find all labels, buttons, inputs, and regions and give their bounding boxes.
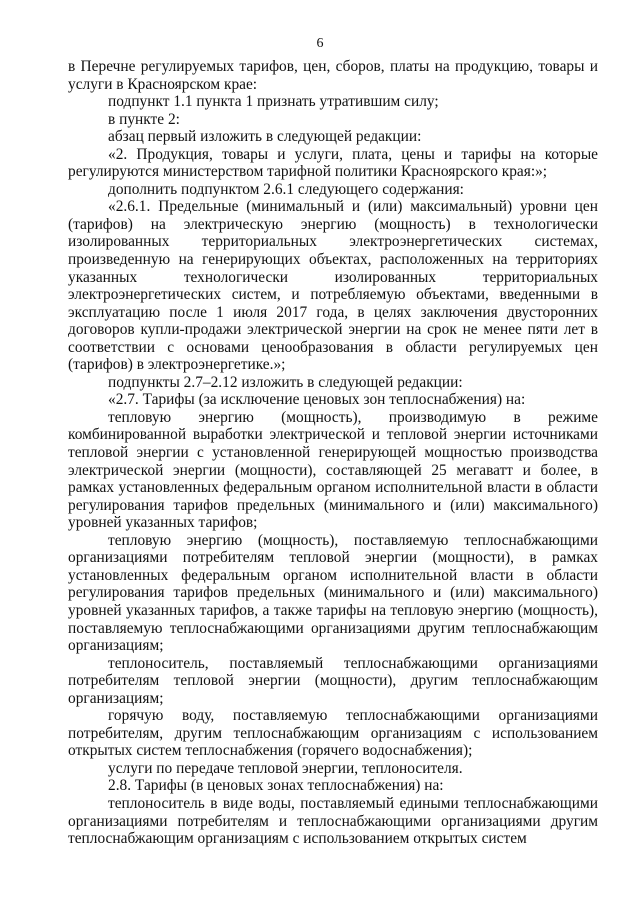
paragraph: «2.7. Тарифы (за исключение ценовых зон теплоснабжения) на:	[108, 391, 526, 409]
paragraph: тепловую энергию (мощность), поставляемую теплоснабжающими организациями потребителям тепловой энергии (мощности), в рамках установленных федеральным органом исполнительной власти в области регулирования тарифов предельных (минимального и (или) максимального) уровней указанных тарифов, а также тарифы на тепловую энергию (мощность), поставляемую теплоснабжающими организациями другим теплоснабжающим организациям;	[68, 531, 598, 655]
paragraph: «2. Продукция, товары и услуги, плата, цены и тарифы на которые регулируются министерством тарифной политики Красноярского края:»;	[68, 145, 598, 181]
paragraph: «2.6.1. Предельные (минимальный и (или) максимальный) уровни цен (тарифов) на электрическую энергию (мощность) в технологически изолированных территориальных электроэнергетических системах, произведенную на генерирующих объектах, расположенных на территориях указанных технологически изолированных территориальных электроэнергетических систем, и потребляемую объектами, введенными в эксплуатацию после 1 июля 2017 года, в целях заключения двусторонних договоров купли-продажи электрической энергии на срок не менее пяти лет в соответствии с основами ценообразования в области регулируемых цен (тарифов) в электроэнергетике.»;	[68, 198, 598, 374]
paragraph: в пункте 2:	[108, 110, 180, 128]
paragraph: горячую воду, поставляемую теплоснабжающими организациями потребителям, другим теплоснабжающим организациям с использованием открытых систем теплоснабжения (горячего водоснабжения);	[68, 707, 598, 760]
document-body	[68, 58, 598, 848]
paragraph: подпункты 2.7–2.12 изложить в следующей редакции:	[108, 373, 463, 391]
paragraph: теплоноситель, поставляемый теплоснабжающими организациями потребителям тепловой энергии (мощности), другим теплоснабжающим организациям;	[68, 654, 598, 707]
paragraph: тепловую энергию (мощность), производимую в режиме комбинированной выработки электрической и тепловой энергии источниками тепловой энергии с установленной генерирующей мощностью производства электрической энергии (мощности), составляющей 25 мегаватт и более, в рамках установленных федеральным органом исполнительной власти в области регулирования тарифов предельных (минимального и (или) максимального) уровней указанных тарифов;	[68, 408, 598, 532]
paragraph: в Перечне регулируемых тарифов, цен, сборов, платы на продукцию, товары и услуги в Красноярском крае:	[68, 58, 598, 93]
paragraph: теплоноситель в виде воды, поставляемый едиными теплоснабжающими организациями потребителям и теплоснабжающими организациями другим теплоснабжающим организациям с использованием открытых систем	[68, 794, 598, 848]
page-number: 6	[316, 36, 324, 51]
paragraph: подпункт 1.1 пункта 1 признать утратившим силу;	[108, 93, 439, 111]
paragraph: 2.8. Тарифы (в ценовых зонах теплоснабжения) на:	[108, 777, 444, 795]
paragraph: дополнить подпунктом 2.6.1 следующего содержания:	[108, 180, 464, 198]
paragraph: абзац первый изложить в следующей редакции:	[108, 128, 422, 146]
paragraph: услуги по передаче тепловой энергии, теплоносителя.	[108, 759, 463, 777]
